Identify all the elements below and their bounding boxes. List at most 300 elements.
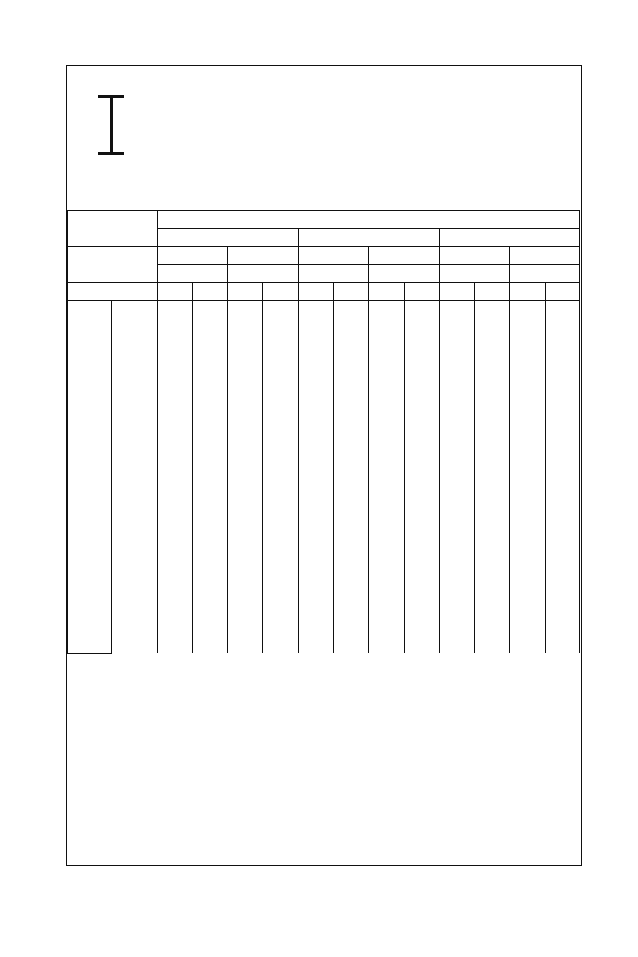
table-cell bbox=[369, 605, 404, 619]
table-cell bbox=[369, 439, 404, 453]
table-cell bbox=[404, 301, 439, 316]
table-cell bbox=[192, 397, 227, 411]
table-cell bbox=[369, 529, 404, 543]
table-cell bbox=[545, 397, 579, 411]
table-cell bbox=[510, 487, 545, 501]
table-cell bbox=[263, 501, 298, 515]
table-cell bbox=[475, 487, 510, 501]
table-cell bbox=[439, 639, 474, 653]
p-unit bbox=[157, 265, 228, 283]
table-row bbox=[68, 577, 580, 591]
table-cell bbox=[334, 439, 369, 453]
table-cell bbox=[475, 473, 510, 487]
table-cell bbox=[192, 529, 227, 543]
table-cell bbox=[228, 529, 263, 543]
table-cell bbox=[228, 321, 263, 335]
table-cell bbox=[334, 397, 369, 411]
table-cell bbox=[263, 563, 298, 577]
table-row bbox=[68, 335, 580, 349]
kl-value bbox=[112, 363, 157, 377]
table-cell bbox=[298, 515, 333, 529]
table-cell bbox=[192, 377, 227, 391]
kl-value bbox=[112, 577, 157, 591]
table-cell bbox=[334, 605, 369, 619]
p-header bbox=[157, 247, 228, 265]
table-frame bbox=[66, 65, 582, 866]
table-cell bbox=[404, 321, 439, 335]
table-cell bbox=[298, 363, 333, 377]
table-cell bbox=[439, 363, 474, 377]
table-cell bbox=[263, 473, 298, 487]
table-cell bbox=[228, 349, 263, 363]
table-cell bbox=[404, 453, 439, 467]
kl-value bbox=[112, 349, 157, 363]
table-cell bbox=[545, 301, 579, 316]
table-cell bbox=[192, 473, 227, 487]
kl-value bbox=[112, 549, 157, 563]
table-cell bbox=[369, 411, 404, 425]
table-cell bbox=[263, 425, 298, 439]
table-cell bbox=[334, 487, 369, 501]
table-cell bbox=[192, 501, 227, 515]
b-unit bbox=[510, 265, 580, 283]
table-cell bbox=[192, 605, 227, 619]
table-cell bbox=[369, 639, 404, 653]
table-cell bbox=[510, 591, 545, 605]
table-cell bbox=[263, 625, 298, 639]
table-cell bbox=[475, 515, 510, 529]
table-cell bbox=[369, 501, 404, 515]
table-cell bbox=[545, 529, 579, 543]
table-cell bbox=[475, 377, 510, 391]
table-cell bbox=[228, 501, 263, 515]
kl-value bbox=[112, 605, 157, 619]
b-unit bbox=[369, 265, 440, 283]
table-cell bbox=[157, 487, 192, 501]
table-cell bbox=[192, 321, 227, 335]
lrfd-header bbox=[263, 283, 298, 301]
table-row bbox=[68, 487, 580, 501]
effective-length-label bbox=[68, 301, 112, 654]
table-cell bbox=[475, 301, 510, 316]
p-header bbox=[298, 247, 369, 265]
table-cell bbox=[475, 625, 510, 639]
kl-value bbox=[112, 515, 157, 529]
table-row bbox=[68, 549, 580, 563]
b-unit bbox=[228, 265, 299, 283]
table-cell bbox=[545, 639, 579, 653]
table-cell bbox=[439, 625, 474, 639]
table-cell bbox=[369, 577, 404, 591]
table-cell bbox=[298, 591, 333, 605]
table-cell bbox=[404, 563, 439, 577]
lrfd-header bbox=[475, 283, 510, 301]
table-row bbox=[68, 439, 580, 453]
kl-value bbox=[112, 529, 157, 543]
table-cell bbox=[404, 529, 439, 543]
table-cell bbox=[439, 473, 474, 487]
table-cell bbox=[404, 487, 439, 501]
table-row bbox=[68, 425, 580, 439]
table-cell bbox=[439, 605, 474, 619]
table-cell bbox=[157, 363, 192, 377]
table-cell bbox=[192, 625, 227, 639]
table-cell bbox=[439, 549, 474, 563]
table-cell bbox=[439, 301, 474, 316]
table-row bbox=[68, 377, 580, 391]
table-cell bbox=[475, 439, 510, 453]
table-cell bbox=[545, 321, 579, 335]
table-cell bbox=[334, 515, 369, 529]
table-cell bbox=[192, 639, 227, 653]
kl-value bbox=[112, 639, 157, 653]
table-cell bbox=[404, 515, 439, 529]
table-cell bbox=[510, 301, 545, 316]
table-cell bbox=[475, 605, 510, 619]
table-cell bbox=[228, 563, 263, 577]
table-cell bbox=[475, 411, 510, 425]
table-cell bbox=[334, 473, 369, 487]
table-cell bbox=[404, 411, 439, 425]
table-cell bbox=[369, 515, 404, 529]
table-cell bbox=[192, 453, 227, 467]
table-cell bbox=[404, 425, 439, 439]
table-cell bbox=[545, 425, 579, 439]
table-cell bbox=[228, 425, 263, 439]
table-cell bbox=[369, 591, 404, 605]
table-cell bbox=[369, 625, 404, 639]
table-cell bbox=[228, 377, 263, 391]
table-cell bbox=[369, 377, 404, 391]
p-unit bbox=[298, 265, 369, 283]
lrfd-header bbox=[404, 283, 439, 301]
table-cell bbox=[369, 335, 404, 349]
table-cell bbox=[298, 529, 333, 543]
table-cell bbox=[263, 397, 298, 411]
table-cell bbox=[404, 363, 439, 377]
table-cell bbox=[510, 529, 545, 543]
table-cell bbox=[439, 563, 474, 577]
kl-value bbox=[112, 487, 157, 501]
table-cell bbox=[475, 577, 510, 591]
kl-value bbox=[112, 563, 157, 577]
table-cell bbox=[475, 335, 510, 349]
table-cell bbox=[334, 453, 369, 467]
table-cell bbox=[157, 473, 192, 487]
table-cell bbox=[157, 591, 192, 605]
table-cell bbox=[298, 563, 333, 577]
table-cell bbox=[475, 453, 510, 467]
table-row bbox=[68, 591, 580, 605]
table-cell bbox=[545, 577, 579, 591]
table-cell bbox=[228, 549, 263, 563]
table-cell bbox=[263, 377, 298, 391]
weight-header-46 bbox=[439, 229, 579, 247]
table-row bbox=[68, 363, 580, 377]
table-cell bbox=[228, 453, 263, 467]
table-cell bbox=[510, 377, 545, 391]
table-cell bbox=[510, 501, 545, 515]
table-row bbox=[68, 321, 580, 335]
table-cell bbox=[228, 411, 263, 425]
asd-header bbox=[228, 283, 263, 301]
table-cell bbox=[228, 487, 263, 501]
asd-header bbox=[157, 283, 192, 301]
table-cell bbox=[263, 529, 298, 543]
table-cell bbox=[334, 321, 369, 335]
table-cell bbox=[157, 439, 192, 453]
table-row bbox=[68, 349, 580, 363]
table-cell bbox=[475, 425, 510, 439]
table-cell bbox=[545, 377, 579, 391]
table-cell bbox=[228, 605, 263, 619]
table-cell bbox=[298, 335, 333, 349]
family-header bbox=[157, 211, 579, 229]
table-cell bbox=[228, 439, 263, 453]
table-cell bbox=[192, 301, 227, 316]
table-cell bbox=[510, 321, 545, 335]
table-cell bbox=[475, 639, 510, 653]
table-cell bbox=[369, 425, 404, 439]
table-cell bbox=[545, 411, 579, 425]
table-cell bbox=[263, 335, 298, 349]
table-cell bbox=[157, 639, 192, 653]
table-cell bbox=[334, 377, 369, 391]
table-cell bbox=[475, 363, 510, 377]
table-cell bbox=[157, 377, 192, 391]
lrfd-header bbox=[192, 283, 227, 301]
kl-value bbox=[112, 439, 157, 453]
table-cell bbox=[192, 425, 227, 439]
table-cell bbox=[439, 515, 474, 529]
table-cell bbox=[439, 425, 474, 439]
table-cell bbox=[228, 591, 263, 605]
table-row bbox=[68, 515, 580, 529]
table-cell bbox=[298, 577, 333, 591]
table-cell bbox=[404, 349, 439, 363]
kl-value bbox=[112, 377, 157, 391]
table-cell bbox=[545, 515, 579, 529]
table-cell bbox=[192, 439, 227, 453]
table-cell bbox=[334, 549, 369, 563]
table-cell bbox=[545, 549, 579, 563]
table-cell bbox=[510, 411, 545, 425]
table-cell bbox=[192, 563, 227, 577]
table-cell bbox=[334, 577, 369, 591]
table-cell bbox=[404, 625, 439, 639]
table-row bbox=[68, 501, 580, 515]
table-cell bbox=[298, 639, 333, 653]
table-cell bbox=[298, 377, 333, 391]
table-cell bbox=[157, 453, 192, 467]
table-cell bbox=[545, 625, 579, 639]
table-cell bbox=[298, 473, 333, 487]
table-cell bbox=[369, 321, 404, 335]
table-cell bbox=[369, 453, 404, 467]
table-cell bbox=[510, 639, 545, 653]
table-cell bbox=[475, 321, 510, 335]
table-cell bbox=[475, 349, 510, 363]
table-cell bbox=[334, 425, 369, 439]
table-cell bbox=[510, 515, 545, 529]
table-cell bbox=[157, 321, 192, 335]
table-cell bbox=[157, 625, 192, 639]
table-cell bbox=[545, 335, 579, 349]
kl-value bbox=[112, 591, 157, 605]
table-cell bbox=[228, 301, 263, 316]
table-cell bbox=[263, 453, 298, 467]
table-cell bbox=[475, 529, 510, 543]
table-cell bbox=[404, 577, 439, 591]
table-cell bbox=[192, 411, 227, 425]
table-cell bbox=[334, 411, 369, 425]
table-cell bbox=[157, 605, 192, 619]
table-cell bbox=[157, 349, 192, 363]
kl-value bbox=[112, 501, 157, 515]
lrfd-header bbox=[545, 283, 579, 301]
table-cell bbox=[404, 549, 439, 563]
table-cell bbox=[228, 625, 263, 639]
table-cell bbox=[192, 591, 227, 605]
table-cell bbox=[369, 563, 404, 577]
kl-value bbox=[112, 397, 157, 411]
table-cell bbox=[192, 515, 227, 529]
table-cell bbox=[298, 487, 333, 501]
table-cell bbox=[298, 625, 333, 639]
table-cell bbox=[510, 577, 545, 591]
lrfd-header bbox=[334, 283, 369, 301]
weight-header-55 bbox=[157, 229, 298, 247]
table-cell bbox=[263, 515, 298, 529]
table-cell bbox=[369, 349, 404, 363]
table-cell bbox=[439, 335, 474, 349]
table-cell bbox=[404, 605, 439, 619]
kl-value bbox=[112, 321, 157, 335]
table-cell bbox=[510, 439, 545, 453]
table-cell bbox=[404, 639, 439, 653]
table-cell bbox=[545, 501, 579, 515]
table-cell bbox=[404, 439, 439, 453]
table-cell bbox=[545, 349, 579, 363]
table-row bbox=[68, 625, 580, 639]
table-cell bbox=[510, 425, 545, 439]
table-row bbox=[68, 563, 580, 577]
table-cell bbox=[263, 605, 298, 619]
table-cell bbox=[475, 549, 510, 563]
kl-value bbox=[112, 453, 157, 467]
table-cell bbox=[157, 501, 192, 515]
table-cell bbox=[157, 529, 192, 543]
table-cell bbox=[228, 363, 263, 377]
table-cell bbox=[334, 335, 369, 349]
table-cell bbox=[510, 349, 545, 363]
table-cell bbox=[404, 501, 439, 515]
table-cell bbox=[298, 349, 333, 363]
table-cell bbox=[510, 473, 545, 487]
table-cell bbox=[228, 639, 263, 653]
table-cell bbox=[475, 591, 510, 605]
table-cell bbox=[369, 549, 404, 563]
table-cell bbox=[439, 487, 474, 501]
table-cell bbox=[439, 397, 474, 411]
table-cell bbox=[510, 563, 545, 577]
table-cell bbox=[157, 301, 192, 316]
table-cell bbox=[510, 397, 545, 411]
table-cell bbox=[439, 529, 474, 543]
table-cell bbox=[510, 453, 545, 467]
table-cell bbox=[439, 411, 474, 425]
table-cell bbox=[545, 605, 579, 619]
table-cell bbox=[439, 377, 474, 391]
table-cell bbox=[545, 591, 579, 605]
table-cell bbox=[334, 301, 369, 316]
table-cell bbox=[545, 453, 579, 467]
kl-value bbox=[112, 425, 157, 439]
table-cell bbox=[439, 577, 474, 591]
table-cell bbox=[404, 397, 439, 411]
table-cell bbox=[510, 363, 545, 377]
table-cell bbox=[263, 487, 298, 501]
table-cell bbox=[334, 501, 369, 515]
design-header bbox=[68, 247, 158, 283]
table-cell bbox=[439, 321, 474, 335]
table-cell bbox=[298, 397, 333, 411]
table-cell bbox=[404, 377, 439, 391]
kl-value bbox=[112, 473, 157, 487]
table-cell bbox=[510, 605, 545, 619]
table-cell bbox=[334, 563, 369, 577]
asd-header bbox=[369, 283, 404, 301]
table-cell bbox=[334, 591, 369, 605]
kl-value bbox=[112, 411, 157, 425]
p-header bbox=[439, 247, 510, 265]
table-row bbox=[68, 397, 580, 411]
bx-header bbox=[510, 247, 580, 265]
combined-axial-bending-table bbox=[67, 210, 580, 654]
table-cell bbox=[334, 625, 369, 639]
table-cell bbox=[298, 605, 333, 619]
table-cell bbox=[545, 363, 579, 377]
table-row bbox=[68, 301, 580, 316]
table-cell bbox=[510, 549, 545, 563]
table-cell bbox=[157, 515, 192, 529]
table-cell bbox=[334, 349, 369, 363]
table-row bbox=[68, 529, 580, 543]
table-cell bbox=[263, 591, 298, 605]
table-cell bbox=[439, 501, 474, 515]
table-cell bbox=[475, 501, 510, 515]
table-cell bbox=[263, 363, 298, 377]
table-cell bbox=[192, 349, 227, 363]
table-cell bbox=[263, 549, 298, 563]
p-unit bbox=[439, 265, 510, 283]
table-cell bbox=[545, 563, 579, 577]
table-cell bbox=[404, 335, 439, 349]
asd-header bbox=[298, 283, 333, 301]
table-cell bbox=[510, 335, 545, 349]
table-cell bbox=[192, 335, 227, 349]
kl-value bbox=[112, 335, 157, 349]
weight-header-50 bbox=[298, 229, 439, 247]
table-cell bbox=[475, 563, 510, 577]
table-cell bbox=[369, 301, 404, 316]
table-cell bbox=[228, 397, 263, 411]
table-cell bbox=[192, 577, 227, 591]
table-cell bbox=[157, 335, 192, 349]
table-cell bbox=[334, 529, 369, 543]
table-cell bbox=[475, 397, 510, 411]
table-row bbox=[68, 605, 580, 619]
